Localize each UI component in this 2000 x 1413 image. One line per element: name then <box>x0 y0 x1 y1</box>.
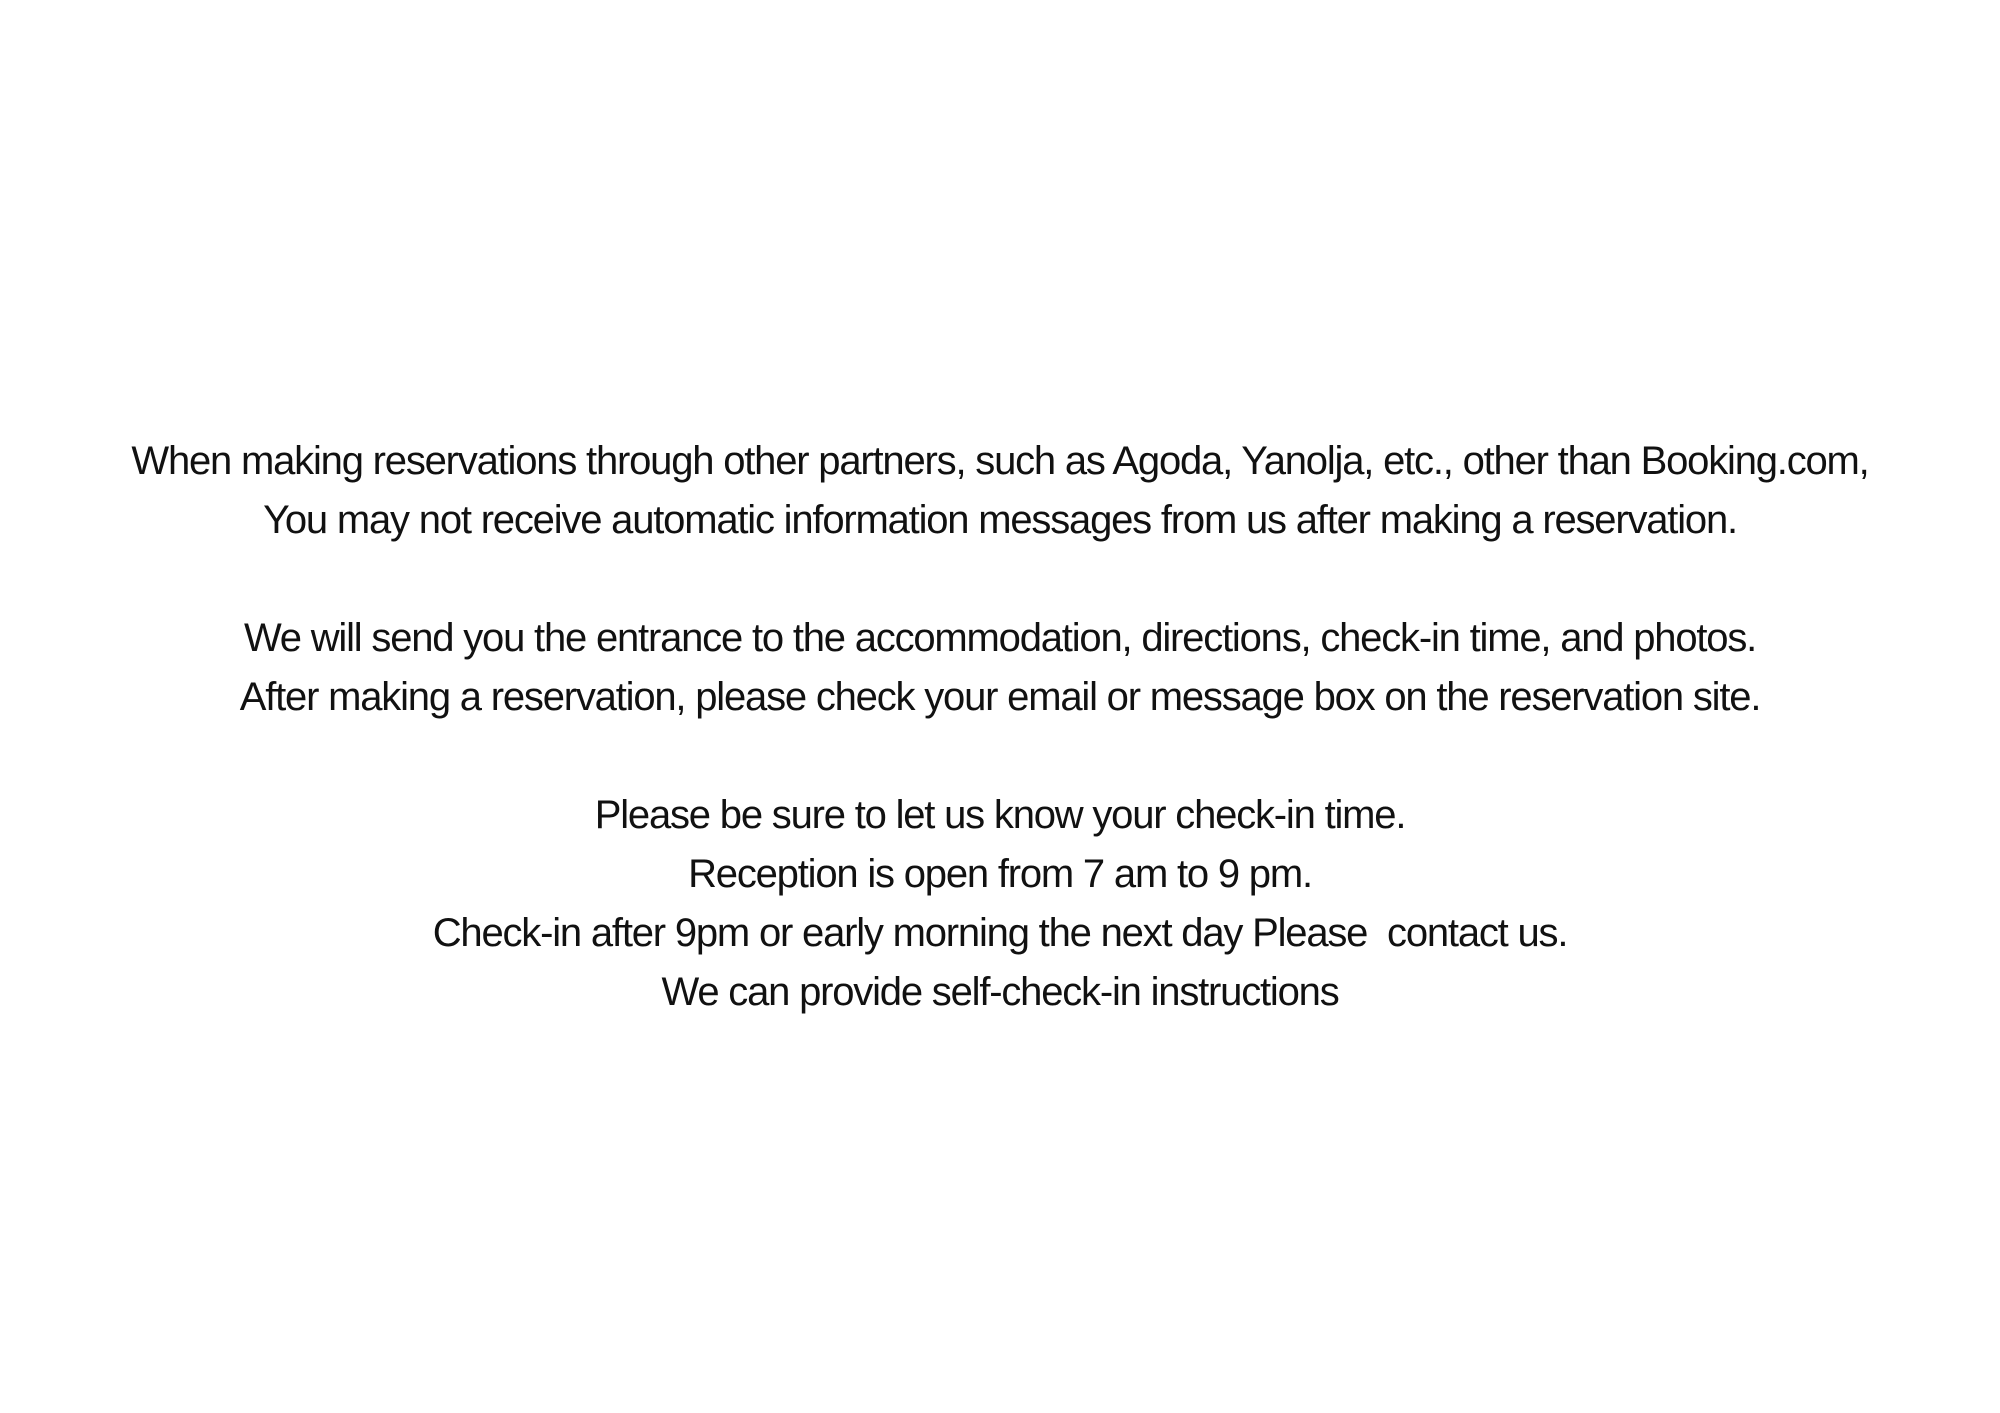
notice-line: We can provide self-check-in instructions <box>661 970 1339 1014</box>
directions-paragraph <box>0 609 2000 727</box>
notice-line: After making a reservation, please check your email or message box on the reservation site. <box>239 675 1761 719</box>
check-in-paragraph <box>0 786 2000 1022</box>
notice-line: We will send you the entrance to the accommodation, directions, check-in time, and photos. <box>243 616 1757 660</box>
notice-line: Please be sure to let us know your check-in time. <box>594 793 1406 837</box>
reservation-notice <box>0 432 2000 1022</box>
notice-line: Check-in after 9pm or early morning the next day Please contact us. <box>432 911 1568 955</box>
notice-line: When making reservations through other partners, such as Agoda, Yanolja, etc., other than Booking.com, <box>131 439 1869 483</box>
partner-reservation-paragraph <box>0 432 2000 550</box>
notice-line: Reception is open from 7 am to 9 pm. <box>688 852 1312 896</box>
notice-line: You may not receive automatic information messages from us after making a reservation. <box>263 498 1737 542</box>
